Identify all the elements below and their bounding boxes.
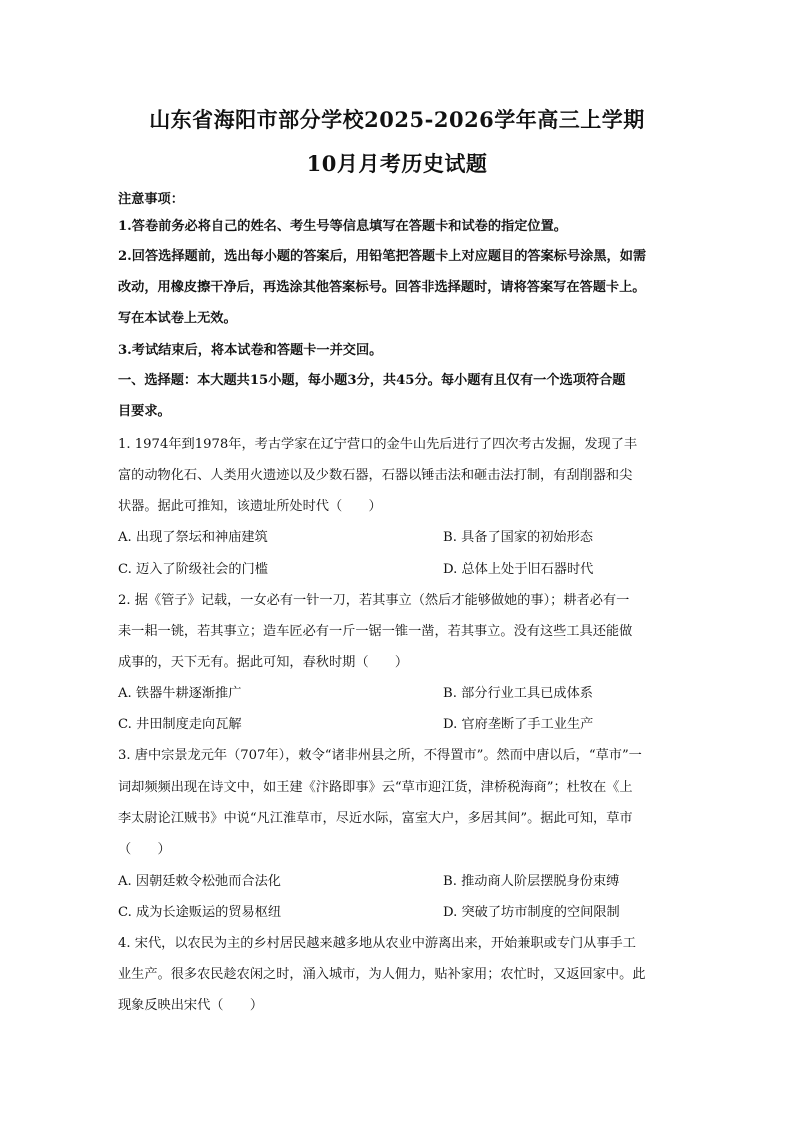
q3-stem-line-1: 3. 唐中宗景龙元年（707年），敕令“诸非州县之所，不得置市”。然而中唐以后，“草市”一 [118,748,642,763]
section-heading-line-1: 一、选择题：本大题共15小题，每小题3分，共45分。每小题有且仅有一个选项符合题 [118,373,626,388]
note-2-line-1: 2.回答选择题前，选出每小题的答案后，用铅笔把答题卡上对应题目的答案标号涂黑，如需 [118,249,647,264]
q3-stem-line-3: 李太尉论江贼书》中说“凡江淮草市，尽近水际，富室大户，多居其间”。据此可知，草市 [118,811,633,826]
q3-stem-line-4: （ ） [118,842,171,857]
q1-option-c: C. 迈入了阶级社会的门槛 [118,562,268,577]
q2-stem-line-3: 成事的，天下无有。据此可知，春秋时期（ ） [118,655,409,670]
q4-stem-line-3: 现象反映出宋代（ ） [118,998,264,1013]
note-2-line-3: 写在本试卷上无效。 [118,311,237,326]
q3-stem-line-2: 词却频频出现在诗文中，如王建《汴路即事》云“草市迎江货，津桥税海商”；杜牧在《上 [118,780,633,795]
q3-option-d: D. 突破了坊市制度的空间限制 [443,905,620,920]
q2-option-c: C. 井田制度走向瓦解 [118,717,242,732]
page-subtitle: 10月月考历史试题 [306,151,488,176]
q1-option-b: B. 具备了国家的初始形态 [443,530,593,545]
q4-stem-line-2: 业生产。很多农民趁农闲之时，涌入城市，为人佣力，贴补家用；农忙时，又返回家中。此 [118,967,646,982]
q3-option-c: C. 成为长途贩运的贸易枢纽 [118,905,282,920]
section-heading-line-2: 目要求。 [118,404,171,419]
q1-option-d: D. 总体上处于旧石器时代 [443,562,594,577]
q2-option-b: B. 部分行业工具已成体系 [443,686,593,701]
q3-option-a: A. 因朝廷敕令松弛而合法化 [118,874,281,889]
q3-option-b: B. 推动商人阶层摆脱身份束缚 [443,874,620,889]
page-title: 山东省海阳市部分学校2025-2026学年高三上学期 [149,107,645,132]
note-1: 1.答卷前务必将自己的姓名、考生号等信息填写在答题卡和试卷的指定位置。 [118,219,567,234]
notes-heading: 注意事项： [118,192,184,207]
q1-stem-line-1: 1. 1974年到1978年，考古学家在辽宁营口的金牛山先后进行了四次考古发掘，发现了丰 [118,437,638,452]
q1-stem-line-3: 状器。据此可推知，该遗址所处时代（ ） [118,499,382,514]
q2-option-a: A. 铁器牛耕逐渐推广 [118,686,242,701]
q1-stem-line-2: 富的动物化石、人类用火遗迹以及少数石器，石器以锤击法和砸击法打制，有刮削器和尖 [118,468,633,483]
q2-option-d: D. 官府垄断了手工业生产 [443,717,594,732]
q2-stem-line-2: 耒一耜一铫，若其事立；造车匠必有一斤一锯一锥一凿，若其事立。没有这些工具还能做 [118,624,633,639]
q1-option-a: A. 出现了祭坛和神庙建筑 [118,530,268,545]
q4-stem-line-1: 4. 宋代，以农民为主的乡村居民越来越多地从农业中游离出来，开始兼职或专门从事手工 [118,936,636,951]
note-3: 3.考试结束后，将本试卷和答题卡一并交回。 [118,343,383,358]
note-2-line-2: 改动，用橡皮擦干净后，再选涂其他答案标号。回答非选择题时，请将答案写在答题卡上。 [118,280,646,295]
q2-stem-line-1: 2. 据《管子》记载，一女必有一针一刀，若其事立（然后才能够做她的事）；耕者必有一 [118,593,630,608]
